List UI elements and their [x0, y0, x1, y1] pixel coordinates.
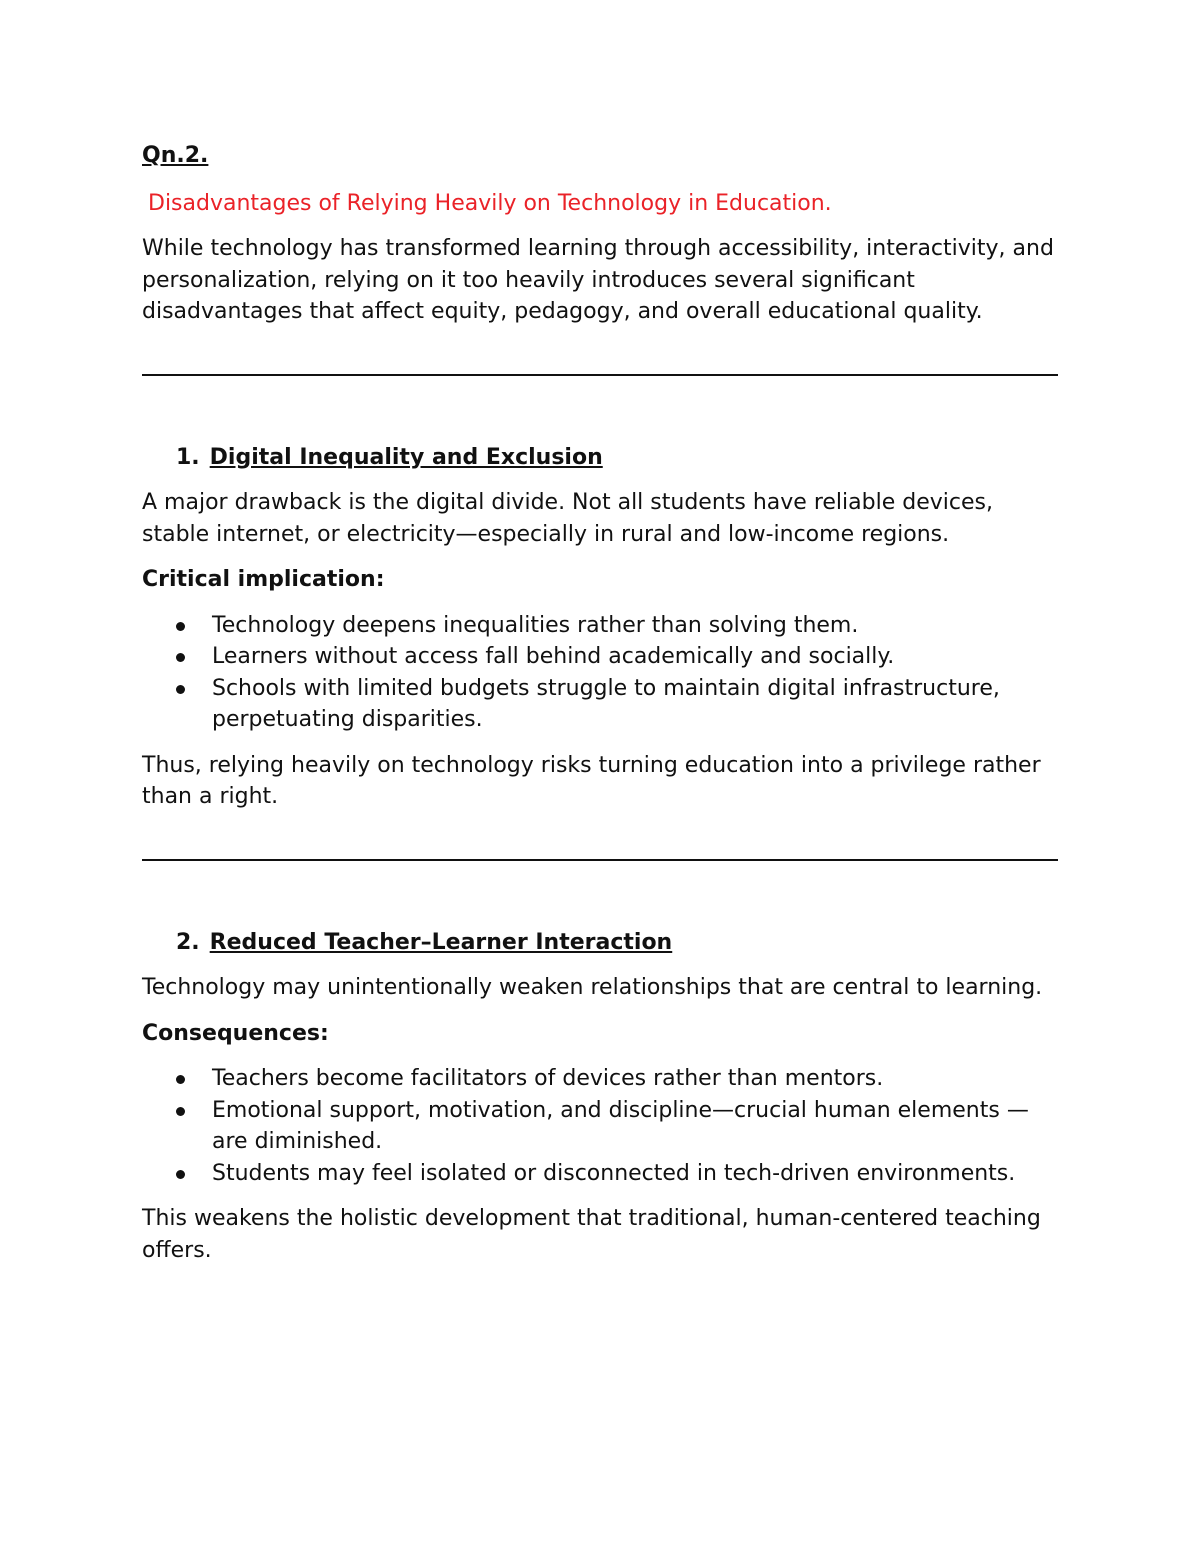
section-conclusion: This weakens the holistic development that traditional, human-centered teaching offers. [142, 1206, 1041, 1263]
section-heading [176, 927, 1060, 959]
section-1 [142, 442, 1060, 813]
list-item-text: Students may feel isolated or disconnected in tech-driven environments. [212, 1160, 1016, 1186]
list-item-text: Emotional support, motivation, and discipline—crucial human elements —are diminished. [212, 1097, 1029, 1154]
bullet-icon [176, 1107, 185, 1116]
list-item-text: Technology deepens inequalities rather than solving them. [212, 612, 859, 638]
list-item [142, 1158, 1060, 1190]
list-item [142, 673, 1060, 736]
section-body: A major drawback is the digital divide. Not all students have reliable devices, stable internet, or electricity—especially in rural and low-income regions. [142, 490, 993, 547]
section-divider [142, 374, 1058, 376]
document-content [142, 140, 1060, 1280]
section-body: Technology may unintentionally weaken relationships that are central to learning. [142, 975, 1043, 1000]
list-item [142, 1063, 1060, 1095]
section-number: 2. [176, 929, 200, 955]
section-heading [176, 442, 1060, 474]
bullet-icon [176, 1075, 185, 1084]
section-2 [142, 927, 1060, 1267]
bullet-icon [176, 653, 185, 662]
list-item-text: Learners without access fall behind academically and socially. [212, 644, 895, 669]
bullet-icon [176, 685, 185, 694]
list-item-text: Teachers become facilitators of devices rather than mentors. [212, 1066, 884, 1091]
document-subtitle: Disadvantages of Relying Heavily on Technology in Education. [148, 190, 832, 216]
list-item-text: Schools with limited budgets struggle to maintain digital infrastructure, perpetuating disparities. [212, 675, 1000, 732]
bullet-icon [176, 622, 185, 631]
bullet-icon [176, 1170, 185, 1179]
section-label: Critical implication: [142, 567, 385, 592]
list-item [142, 610, 1060, 642]
section-conclusion: Thus, relying heavily on technology risks turning education into a privilege rather than a right. [142, 752, 1041, 809]
section-divider [142, 859, 1058, 861]
intro-paragraph: While technology has transformed learning through accessibility, interactivity, and personalization, relying on it too heavily introduces several significant disadvantages that affect equity, pedagogy, and overall educational quality. [142, 236, 1054, 324]
bullet-list [142, 610, 1060, 736]
bullet-list [142, 1063, 1060, 1189]
section-label: Consequences: [142, 1020, 329, 1046]
question-label: Qn.2. [142, 143, 209, 168]
section-number: 1. [176, 444, 200, 470]
list-item [142, 641, 1060, 673]
section-title: Reduced Teacher–Learner Interaction [209, 929, 673, 955]
section-title: Digital Inequality and Exclusion [209, 444, 603, 470]
list-item [142, 1095, 1060, 1158]
